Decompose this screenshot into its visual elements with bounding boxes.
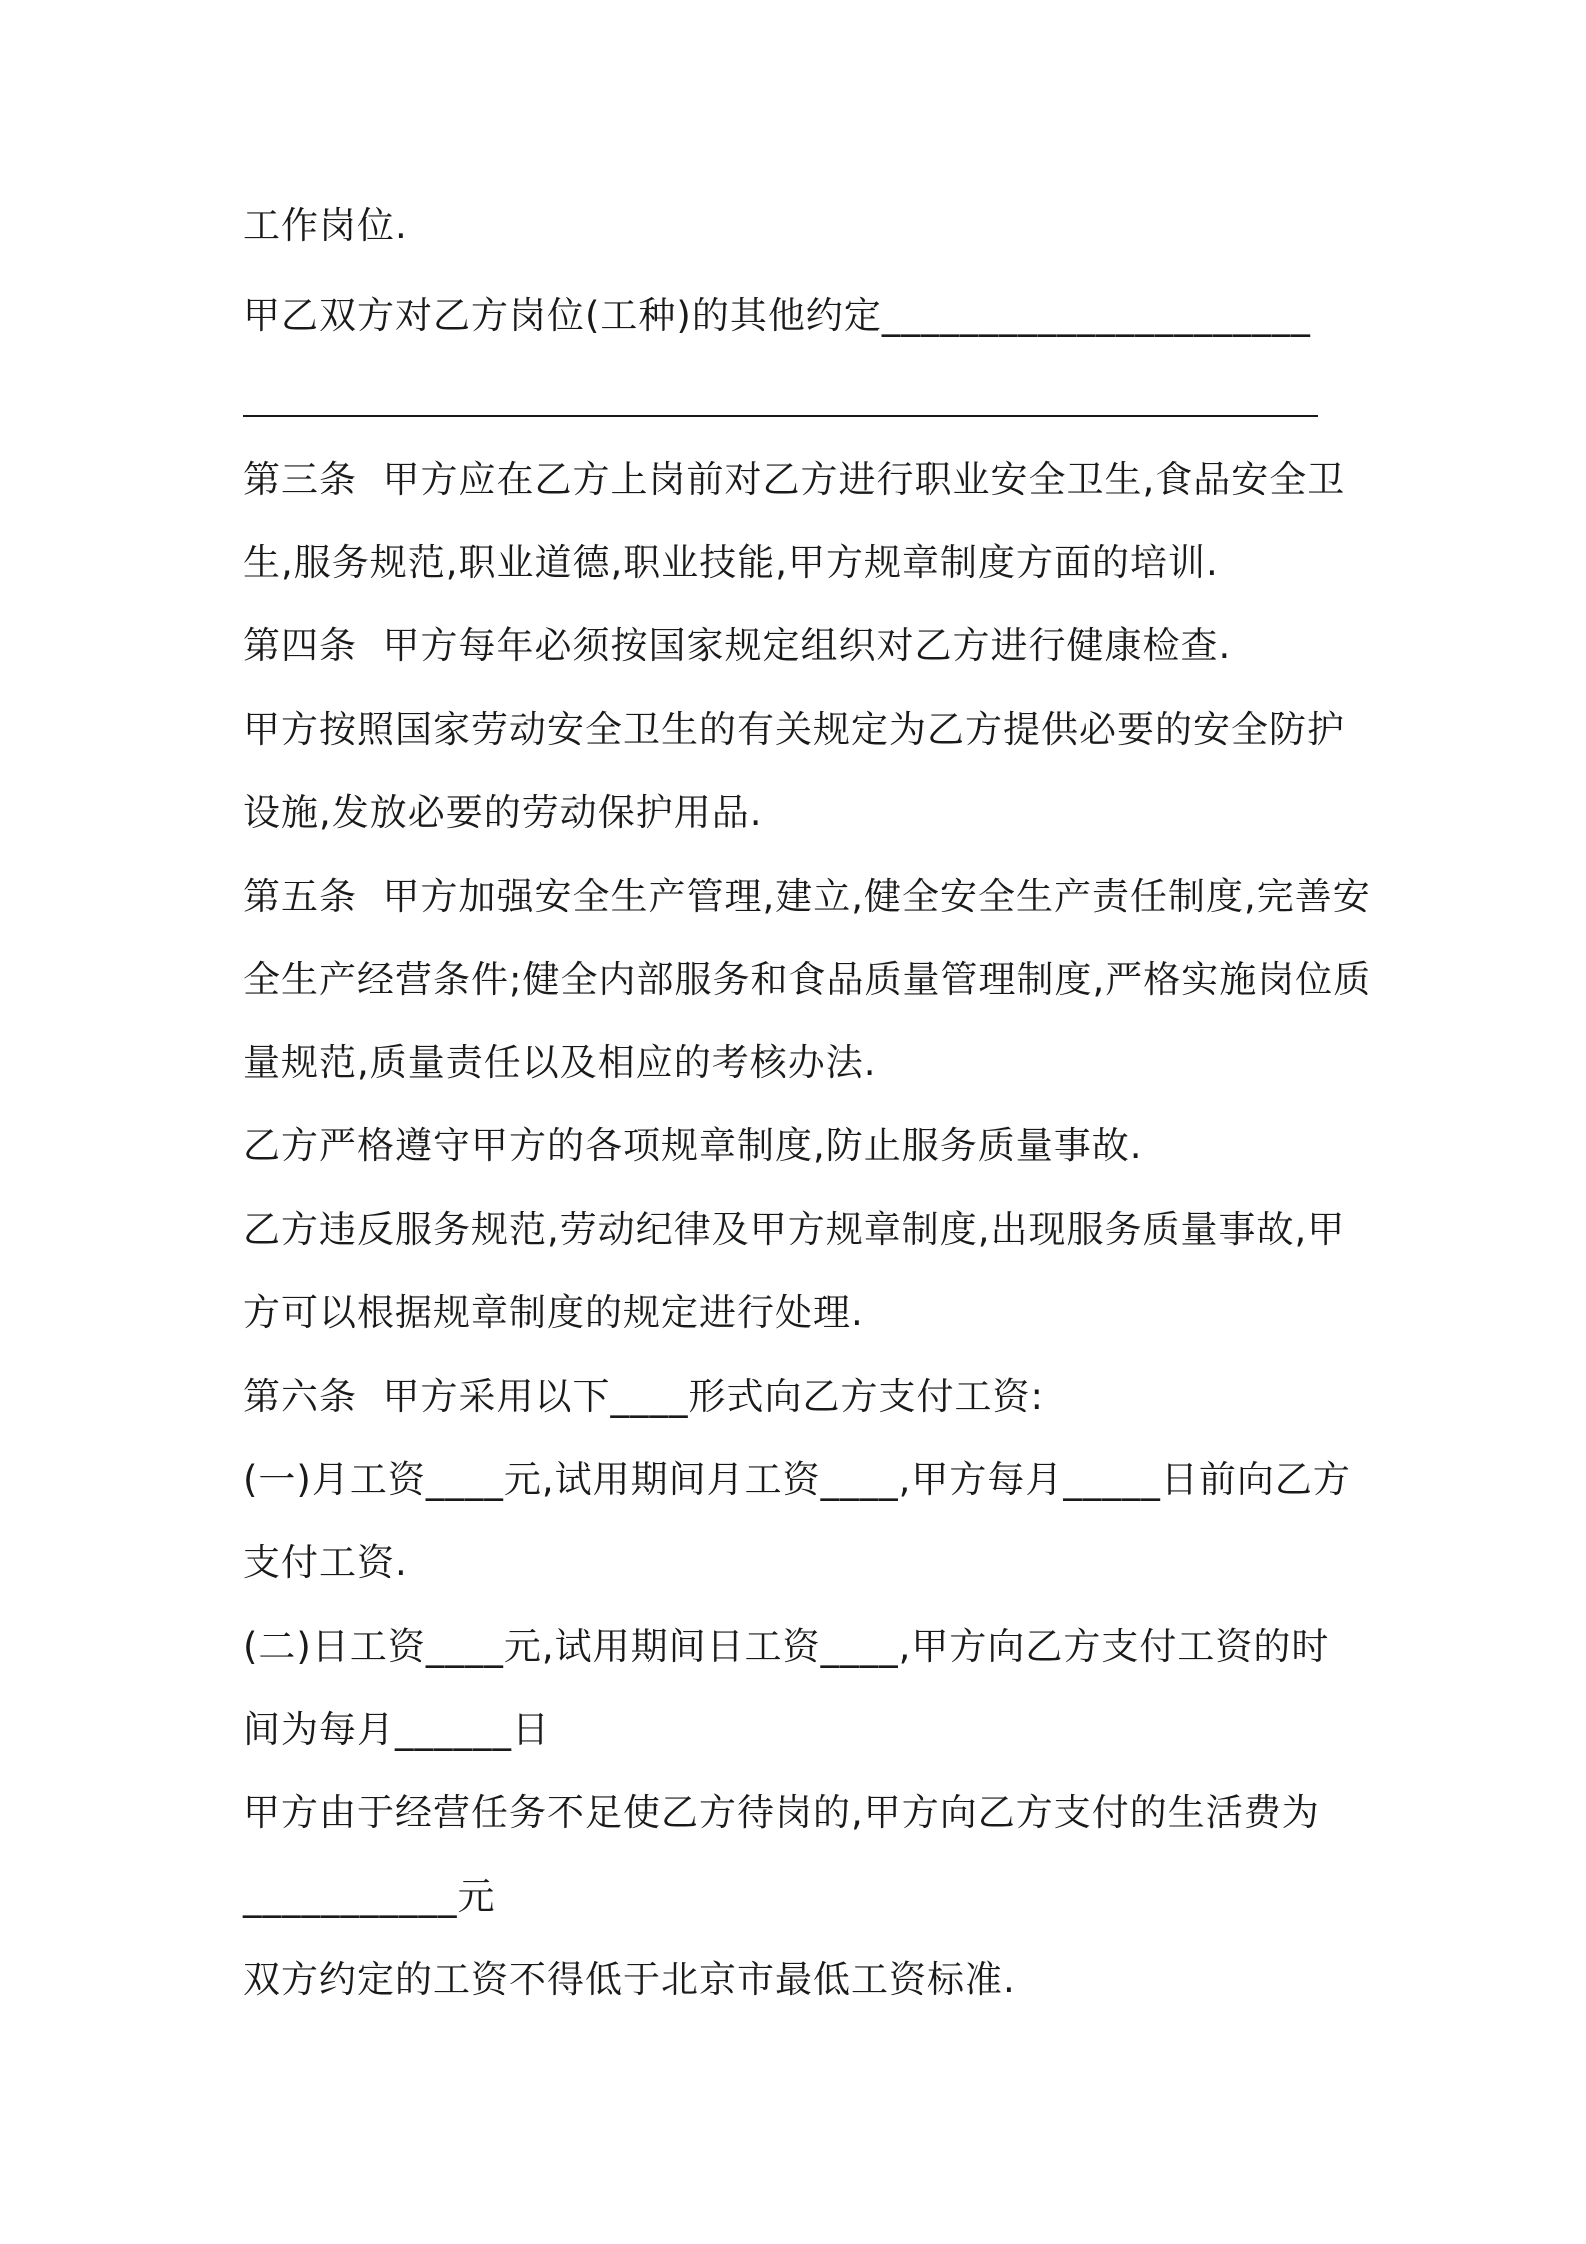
text-line: 第五条 甲方加强安全生产管理,建立,健全安全生产责任制度,完善安	[243, 875, 1371, 918]
text-line: 乙方严格遵守甲方的各项规章制度,防止服务质量事故.	[243, 1124, 1143, 1167]
text-line: (二)日工资____元,试用期间日工资____,甲方向乙方支付工资的时	[243, 1625, 1330, 1668]
text-line: 量规范,质量责任以及相应的考核办法.	[243, 1041, 877, 1084]
text-line: ___________元	[243, 1875, 496, 1918]
text-line: 支付工资.	[243, 1541, 408, 1584]
text-line: (一)月工资____元,试用期间月工资____,甲方每月_____日前向乙方	[243, 1458, 1351, 1501]
text-line: 甲方由于经营任务不足使乙方待岗的,甲方向乙方支付的生活费为	[243, 1791, 1320, 1834]
text-line: 甲乙双方对乙方岗位(工种)的其他约定______________________	[243, 294, 1311, 337]
fill-in-blank-line	[243, 415, 1318, 417]
text-line: 方可以根据规章制度的规定进行处理.	[243, 1291, 864, 1334]
text-line: 乙方违反服务规范,劳动纪律及甲方规章制度,出现服务质量事故,甲	[243, 1208, 1346, 1251]
text-line: 双方约定的工资不得低于北京市最低工资标准.	[243, 1958, 1016, 2001]
text-line: 工作岗位.	[243, 204, 408, 247]
text-line: 间为每月______日	[243, 1708, 550, 1751]
text-line: 甲方按照国家劳动安全卫生的有关规定为乙方提供必要的安全防护	[243, 708, 1345, 751]
text-line: 第六条 甲方采用以下____形式向乙方支付工资:	[243, 1375, 1044, 1418]
text-line: 全生产经营条件;健全内部服务和食品质量管理制度,严格实施岗位质	[243, 958, 1372, 1001]
text-line: 第四条 甲方每年必须按国家规定组织对乙方进行健康检查.	[243, 624, 1232, 667]
text-line: 第三条 甲方应在乙方上岗前对乙方进行职业安全卫生,食品安全卫	[243, 458, 1346, 501]
text-line: 设施,发放必要的劳动保护用品.	[243, 791, 763, 834]
text-line: 生,服务规范,职业道德,职业技能,甲方规章制度方面的培训.	[243, 541, 1219, 584]
